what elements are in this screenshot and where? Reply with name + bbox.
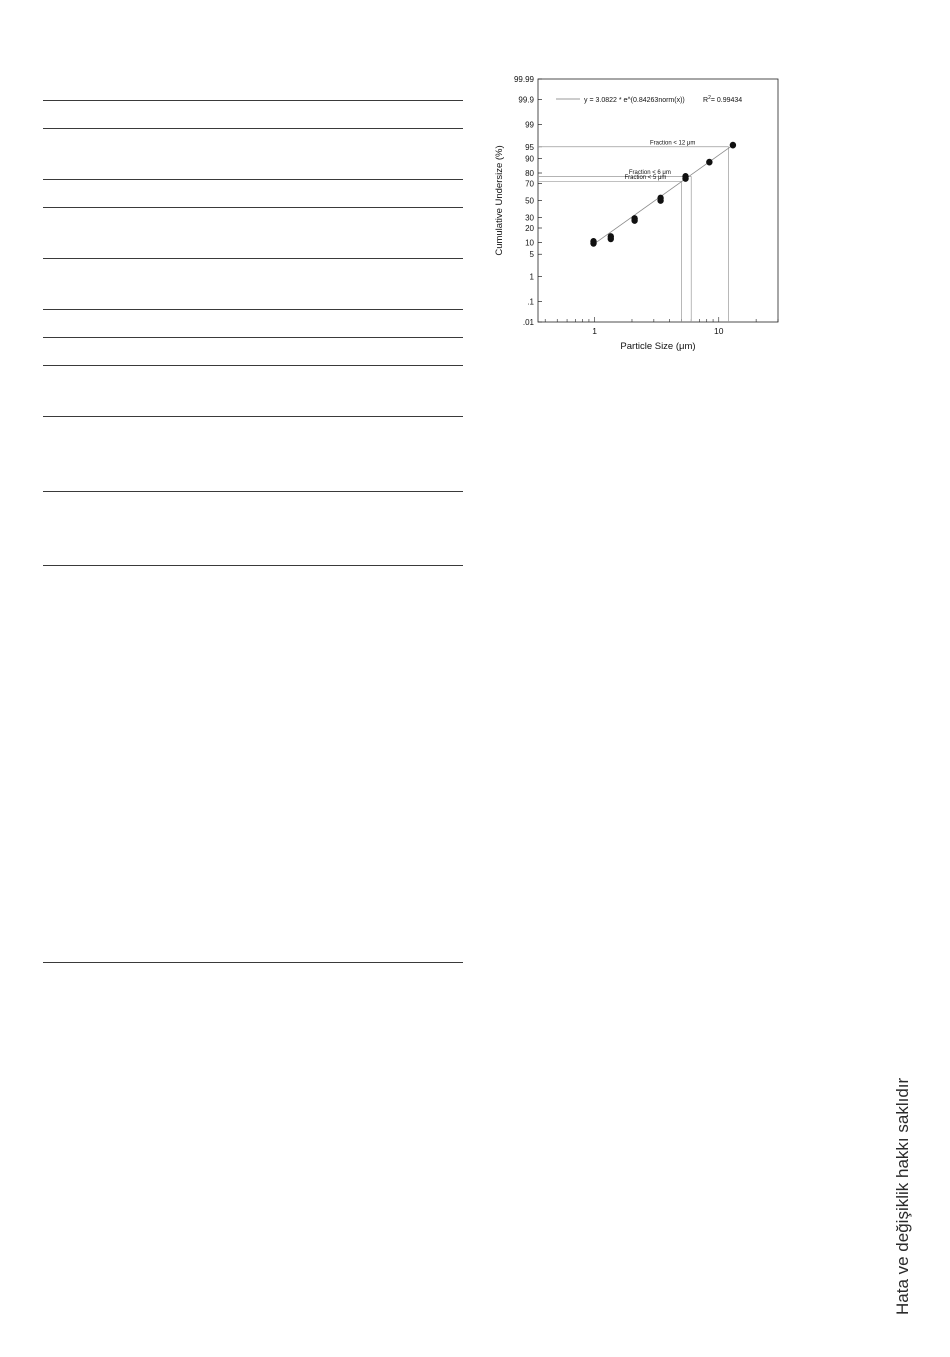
table-rule: [43, 207, 463, 208]
table-rule: [43, 309, 463, 310]
x-tick-label: 1: [592, 326, 597, 336]
table-rule: [43, 365, 463, 366]
y-tick-label: 10: [525, 238, 534, 248]
fit-line: [594, 145, 733, 244]
table-rule: [43, 962, 463, 963]
legend-r2: $R^2= 0.99434$: [703, 95, 743, 104]
data-point: [730, 142, 736, 149]
y-tick-label: 30: [525, 213, 534, 223]
y-axis-label: Cumulative Undersize (%): [494, 145, 505, 256]
y-tick-label: 5: [529, 250, 534, 260]
y-tick-label: 90: [525, 154, 534, 164]
y-tick-label: 99.99: [513, 75, 534, 84]
probability-chart: [480, 60, 800, 360]
annotation-label: Fraction < 12 μm: [650, 140, 696, 147]
table-rule: [43, 416, 463, 417]
data-point: [682, 173, 688, 180]
y-tick-label: 95: [525, 142, 534, 152]
y-tick-label: .1: [527, 297, 534, 307]
table-rule: [43, 337, 463, 338]
annotation-label: Fraction < 6 μm: [628, 169, 671, 176]
data-point: [590, 238, 596, 245]
y-tick-label: 1: [529, 272, 534, 282]
legend-equation: y = 3.0822 * e^(0.84263norm(x)): [584, 97, 685, 104]
y-tick-label: 80: [525, 169, 534, 179]
annotation-label: Fraction < 5 μm: [624, 174, 667, 181]
data-point: [657, 195, 663, 202]
chart-svg: [480, 60, 800, 360]
table-rule: [43, 491, 463, 492]
x-tick-label: 10: [714, 326, 724, 336]
table-rule: [43, 258, 463, 259]
y-tick-label: .01: [522, 318, 534, 327]
y-tick-label: 99.9: [518, 95, 534, 105]
y-tick-label: 50: [525, 196, 534, 206]
y-tick-label: 99: [525, 120, 534, 130]
y-tick-label: 70: [525, 179, 534, 189]
table-rule: [43, 128, 463, 129]
table-rule: [43, 179, 463, 180]
table-rule: [43, 565, 463, 566]
data-point: [631, 215, 637, 222]
data-point: [706, 159, 712, 166]
y-tick-label: 20: [525, 223, 534, 233]
data-point: [608, 233, 614, 240]
table-rule: [43, 100, 463, 101]
side-note: Hata ve değişiklik hakkı saklıdır: [893, 1077, 912, 1315]
x-axis-label: Particle Size (μm): [620, 341, 696, 352]
